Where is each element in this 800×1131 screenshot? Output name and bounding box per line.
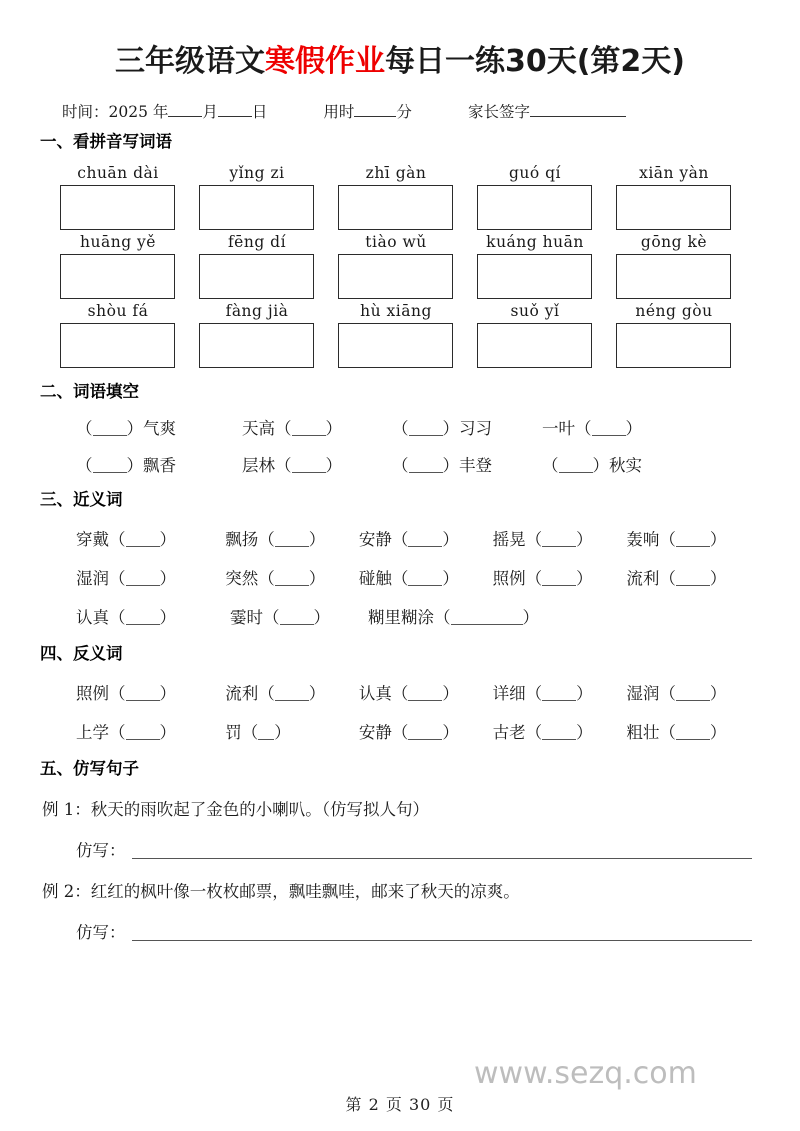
pinyin-text: zhī gàn xyxy=(365,163,427,182)
answer-box[interactable] xyxy=(199,254,314,299)
fill-item xyxy=(230,604,368,628)
fill-item-prefix: 罚（ xyxy=(225,722,259,742)
fill-item xyxy=(242,415,392,439)
fill-blank[interactable] xyxy=(542,546,576,547)
fill-item xyxy=(60,452,242,476)
section-1-heading: 一、看拼音写词语 xyxy=(40,132,172,151)
fill-blank[interactable] xyxy=(292,435,326,436)
fill-item-prefix: 一叶（ xyxy=(542,419,592,439)
fill-item xyxy=(225,719,359,743)
pinyin-cell xyxy=(616,161,755,230)
fill-item-suffix: ） xyxy=(709,683,727,703)
imitation-label-1: 仿写： xyxy=(76,841,126,861)
fill-item-prefix: 流利（ xyxy=(225,683,275,703)
fill-item xyxy=(60,680,225,704)
fill-item-suffix: ） xyxy=(159,607,176,627)
imitation-rule-1[interactable] xyxy=(132,857,753,859)
site-watermark: www.sezq.com xyxy=(474,1056,697,1091)
fill-blank[interactable] xyxy=(258,739,274,740)
fill-blank[interactable] xyxy=(126,546,160,547)
minute-label: 分 xyxy=(396,103,412,121)
fill-blank[interactable] xyxy=(592,435,626,436)
header-meta-line xyxy=(40,100,760,122)
month-blank[interactable] xyxy=(168,116,202,117)
fill-blank[interactable] xyxy=(559,472,593,473)
fill-item-suffix: ）气爽 xyxy=(126,419,176,439)
pinyin-text: xiān yàn xyxy=(639,163,709,182)
pinyin-row xyxy=(60,299,760,368)
section-4-heading: 四、反义词 xyxy=(40,643,123,663)
fill-blank[interactable] xyxy=(676,546,710,547)
fill-item-suffix: ） xyxy=(159,529,176,549)
answer-box[interactable] xyxy=(338,323,453,368)
fill-item-suffix: ） xyxy=(442,683,459,703)
fill-item xyxy=(242,452,392,476)
fill-item-prefix: 照例（ xyxy=(76,683,126,703)
fill-item-prefix: 霎时（ xyxy=(230,607,280,627)
fill-item-prefix: 天高（ xyxy=(242,419,292,439)
signature-blank[interactable] xyxy=(530,116,626,117)
fill-item-suffix: ） xyxy=(709,568,727,588)
fill-item-suffix: ） xyxy=(325,456,342,476)
pinyin-text: tiào wǔ xyxy=(365,232,427,251)
fill-blank[interactable] xyxy=(542,585,576,586)
fill-item xyxy=(626,680,760,704)
fill-blank[interactable] xyxy=(409,435,443,436)
page-footer: 第 2 页 30 页 xyxy=(345,1095,455,1114)
fill-item-suffix: ） xyxy=(308,529,326,549)
fill-item-prefix: 上学（ xyxy=(76,722,126,742)
section-3-body xyxy=(40,526,760,628)
fill-blank[interactable] xyxy=(408,546,442,547)
fill-item xyxy=(626,719,760,743)
fill-item-suffix: ）丰登 xyxy=(442,456,492,476)
answer-box[interactable] xyxy=(338,185,453,230)
fill-item-suffix: ） xyxy=(576,568,593,588)
fill-item-suffix: ） xyxy=(274,722,291,742)
fill-blank[interactable] xyxy=(292,472,326,473)
fill-item-suffix: ） xyxy=(159,568,176,588)
fill-item-prefix: 穿戴（ xyxy=(76,529,126,549)
title-part-2: 每日一练30天(第2天) xyxy=(384,44,686,79)
fill-item-prefix: 轰响（ xyxy=(626,529,676,549)
pinyin-text: fēng dí xyxy=(227,232,287,251)
fill-blank[interactable] xyxy=(676,739,710,740)
imitation-label-2: 仿写： xyxy=(76,923,126,943)
fill-row xyxy=(60,719,760,743)
fill-item-suffix: ） xyxy=(576,722,593,742)
section-2-body xyxy=(40,415,760,476)
pinyin-cell xyxy=(338,299,477,368)
answer-box[interactable] xyxy=(477,185,592,230)
pinyin-cell xyxy=(338,230,477,299)
answer-box[interactable] xyxy=(199,185,314,230)
fill-blank[interactable] xyxy=(275,585,309,586)
date-label: 时间：2025 年 xyxy=(62,103,169,121)
pinyin-text: chuān dài xyxy=(77,163,159,182)
fill-item xyxy=(493,526,627,550)
fill-row xyxy=(60,565,760,589)
fill-item xyxy=(60,526,225,550)
section-3-heading: 三、近义词 xyxy=(40,490,123,510)
fill-item xyxy=(359,526,493,550)
pinyin-text: huāng yě xyxy=(80,232,156,251)
pinyin-text: néng gòu xyxy=(635,301,713,320)
pinyin-cell xyxy=(477,230,616,299)
answer-box[interactable] xyxy=(338,254,453,299)
fill-item-suffix: ）秋实 xyxy=(592,456,642,476)
fill-item xyxy=(368,604,618,628)
pinyin-text: kuáng huān xyxy=(486,232,584,251)
pinyin-text: yǐng zi xyxy=(229,163,285,182)
fill-item-suffix: ） xyxy=(709,722,727,742)
fill-item xyxy=(225,680,359,704)
answer-box[interactable] xyxy=(60,185,175,230)
fill-blank[interactable] xyxy=(93,472,127,473)
example-1-text: 例 1：秋天的雨吹起了金色的小喇叭。（仿写拟人句） xyxy=(42,800,429,820)
fill-blank[interactable] xyxy=(542,739,576,740)
fill-item-prefix: 粗壮（ xyxy=(626,722,676,742)
pinyin-cell xyxy=(60,299,199,368)
pinyin-text: suǒ yǐ xyxy=(510,301,560,320)
fill-item-suffix: ） xyxy=(442,722,459,742)
pinyin-cell xyxy=(199,230,338,299)
fill-blank[interactable] xyxy=(451,624,523,625)
fill-item-prefix: 湿润（ xyxy=(76,568,126,588)
day-label: 日 xyxy=(251,103,268,121)
fill-row xyxy=(60,604,760,628)
fill-item-prefix: 详细（ xyxy=(492,683,543,703)
pinyin-grid xyxy=(40,161,760,368)
fill-item xyxy=(225,565,359,589)
fill-item-suffix: ） xyxy=(576,683,593,703)
fill-blank[interactable] xyxy=(408,585,442,586)
fill-item-suffix: ） xyxy=(576,529,593,549)
fill-item-suffix: ） xyxy=(709,529,727,549)
pinyin-cell xyxy=(338,161,477,230)
fill-item-suffix: ） xyxy=(522,607,539,627)
fill-item xyxy=(542,415,692,439)
imitation-rule-2[interactable] xyxy=(132,939,753,941)
fill-item-prefix: 安静（ xyxy=(358,722,409,742)
fill-blank[interactable] xyxy=(676,700,710,701)
section-4-body xyxy=(40,680,760,743)
signature-label: 家长签字 xyxy=(467,103,530,121)
duration-blank[interactable] xyxy=(354,116,396,117)
pinyin-row xyxy=(60,161,760,230)
fill-blank[interactable] xyxy=(93,435,127,436)
fill-item-prefix: （ xyxy=(542,456,559,476)
pinyin-text: hù xiāng xyxy=(360,301,432,320)
fill-item xyxy=(626,565,760,589)
fill-item-prefix: （ xyxy=(76,456,93,476)
fill-item xyxy=(60,565,225,589)
fill-item-prefix: 安静（ xyxy=(358,529,409,549)
fill-item-prefix: 湿润（ xyxy=(626,683,676,703)
pinyin-cell xyxy=(477,161,616,230)
duration-label: 用时 xyxy=(323,103,355,121)
fill-row xyxy=(60,452,760,476)
fill-item-prefix: 糊里糊涂（ xyxy=(368,607,451,627)
pinyin-row xyxy=(60,230,760,299)
fill-blank[interactable] xyxy=(275,700,309,701)
fill-blank[interactable] xyxy=(275,546,309,547)
pinyin-cell xyxy=(477,299,616,368)
fill-item xyxy=(359,680,493,704)
fill-item-prefix: （ xyxy=(392,419,409,439)
pinyin-text: gōng kè xyxy=(640,232,708,251)
fill-blank[interactable] xyxy=(126,624,160,625)
day-blank[interactable] xyxy=(218,116,252,117)
fill-blank[interactable] xyxy=(408,700,442,701)
imitation-answer-2[interactable] xyxy=(42,919,760,943)
fill-item-prefix: 突然（ xyxy=(225,568,275,588)
fill-item-prefix: 碰触（ xyxy=(358,568,409,588)
fill-item xyxy=(542,452,692,476)
fill-item-prefix: 层林（ xyxy=(242,456,292,476)
pinyin-cell xyxy=(60,161,199,230)
imitation-answer-1[interactable] xyxy=(42,837,760,861)
fill-item xyxy=(60,415,242,439)
fill-item-prefix: 认真（ xyxy=(76,607,126,627)
fill-blank[interactable] xyxy=(542,700,576,701)
answer-box[interactable] xyxy=(60,254,175,299)
section-2-heading: 二、词语填空 xyxy=(40,381,139,401)
fill-item-suffix: ） xyxy=(313,607,330,627)
fill-item xyxy=(626,526,760,550)
fill-row xyxy=(60,415,760,439)
fill-item xyxy=(493,719,627,743)
fill-item-prefix: 认真（ xyxy=(358,683,409,703)
fill-item xyxy=(225,526,359,550)
fill-item-prefix: （ xyxy=(76,419,93,439)
fill-blank[interactable] xyxy=(409,472,443,473)
section-5-heading: 五、仿写句子 xyxy=(40,758,139,778)
fill-blank[interactable] xyxy=(408,739,442,740)
fill-item-suffix: ） xyxy=(442,529,459,549)
answer-box[interactable] xyxy=(60,323,175,368)
fill-item-prefix: 摇晃（ xyxy=(492,529,543,549)
answer-box[interactable] xyxy=(199,323,314,368)
fill-item-suffix: ）习习 xyxy=(442,419,492,439)
answer-box[interactable] xyxy=(477,254,592,299)
answer-box[interactable] xyxy=(616,254,731,299)
fill-item xyxy=(392,452,542,476)
section-5-body xyxy=(40,796,760,943)
title-part-1: 三年级语文 xyxy=(114,44,265,79)
fill-item-prefix: 古老（ xyxy=(492,722,543,742)
pinyin-text: fàng jià xyxy=(225,301,289,320)
fill-blank[interactable] xyxy=(280,624,314,625)
fill-item-prefix: （ xyxy=(392,456,409,476)
fill-item-prefix: 流利（ xyxy=(626,568,676,588)
pinyin-cell xyxy=(616,299,755,368)
fill-item-suffix: ） xyxy=(159,722,176,742)
fill-item-suffix: ） xyxy=(308,683,326,703)
fill-item xyxy=(493,680,627,704)
answer-box[interactable] xyxy=(477,323,592,368)
month-label: 月 xyxy=(202,103,218,121)
pinyin-text: shòu fá xyxy=(87,301,149,320)
fill-item xyxy=(359,719,493,743)
fill-item xyxy=(359,565,493,589)
pinyin-cell xyxy=(199,161,338,230)
pinyin-cell xyxy=(60,230,199,299)
fill-blank[interactable] xyxy=(126,700,160,701)
fill-item xyxy=(60,719,225,743)
fill-item-suffix: ） xyxy=(625,419,642,439)
fill-blank[interactable] xyxy=(126,585,160,586)
fill-item-suffix: ） xyxy=(442,568,459,588)
pinyin-cell xyxy=(199,299,338,368)
fill-item xyxy=(493,565,627,589)
fill-item-suffix: ）飘香 xyxy=(126,456,176,476)
pinyin-cell xyxy=(616,230,755,299)
page-title xyxy=(40,0,760,80)
fill-blank[interactable] xyxy=(676,585,710,586)
fill-item-prefix: 照例（ xyxy=(492,568,543,588)
answer-box[interactable] xyxy=(616,185,731,230)
title-part-highlight: 寒假作业 xyxy=(264,44,385,79)
fill-item xyxy=(60,604,230,628)
fill-item xyxy=(392,415,542,439)
fill-item-suffix: ） xyxy=(159,683,176,703)
fill-item-suffix: ） xyxy=(325,419,342,439)
fill-item-suffix: ） xyxy=(308,568,326,588)
example-2-text: 例 2：红红的枫叶像一枚枚邮票，飘哇飘哇，邮来了秋天的凉爽。 xyxy=(42,882,520,902)
answer-box[interactable] xyxy=(616,323,731,368)
fill-row xyxy=(60,526,760,550)
fill-blank[interactable] xyxy=(126,739,160,740)
fill-item-prefix: 飘扬（ xyxy=(225,529,275,549)
pinyin-text: guó qí xyxy=(508,163,562,182)
fill-row xyxy=(60,680,760,704)
